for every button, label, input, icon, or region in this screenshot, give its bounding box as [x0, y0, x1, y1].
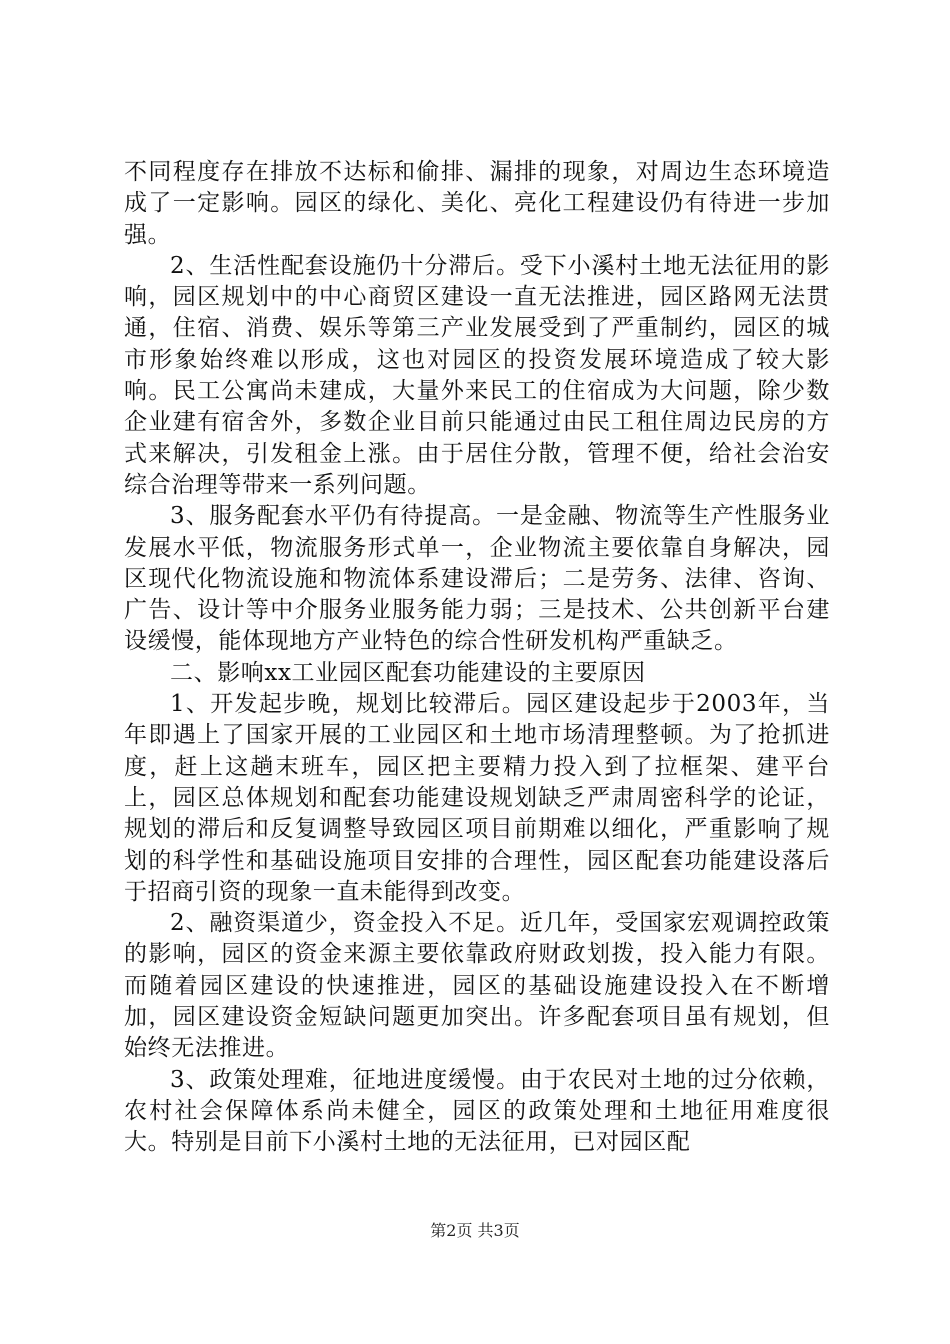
paragraph-6: 3、政策处理难，征地进度缓慢。由于农民对土地的过分依赖，农村社会保障体系尚未健全，园区的政策处理和土地征用难度很大。特别是目前下小溪村土地的无法征用，已对园区配	[124, 1066, 830, 1156]
paragraph-5: 2、融资渠道少，资金投入不足。近几年，受国家宏观调控政策的影响，园区的资金来源主要依靠政府财政划拨，投入能力有限。而随着园区建设的快速推进，园区的基础设施建设投入在不断增加，园区建设资金短缺问题更加突出。许多配套项目虽有规划，但始终无法推进。	[124, 910, 830, 1062]
section-heading: 二、影响xx工业园区配套功能建设的主要原因	[170, 659, 646, 686]
page-number: 第2页 共3页	[430, 1221, 520, 1240]
paragraph-1: 不同程度存在排放不达标和偷排、漏排的现象，对周边生态环境造成了一定影响。园区的绿化、美化、亮化工程建设仍有待进一步加强。	[124, 159, 830, 248]
document-body	[124, 157, 830, 1159]
paragraph-4: 1、开发起步晚，规划比较滞后。园区建设起步于2003年，当年即遇上了国家开展的工业园区和土地市场清理整顿。为了抢抓进度，赶上这趟末班车，园区把主要精力投入到了拉框架、建平台上，园区总体规划和配套功能建设规划缺乏严肃周密科学的论证，规划的滞后和反复调整导致园区项目前期难以细化，严重影响了规划的科学性和基础设施项目安排的合理性，园区配套功能建设落后于招商引资的现象一直未能得到改变。	[124, 691, 830, 905]
paragraph-3: 3、服务配套水平仍有待提高。一是金融、物流等生产性服务业发展水平低，物流服务形式单一，企业物流主要依靠自身解决，园区现代化物流设施和物流体系建设滞后；二是劳务、法律、咨询、广告、设计等中介服务业服务能力弱；三是技术、公共创新平台建设缓慢，能体现地方产业特色的综合性研发机构严重缺乏。	[124, 503, 830, 655]
paragraph-2: 2、生活性配套设施仍十分滞后。受下小溪村土地无法征用的影响，园区规划中的中心商贸区建设一直无法推进，园区路网无法贯通，住宿、消费、娱乐等第三产业发展受到了严重制约，园区的城市形象始终难以形成，这也对园区的投资发展环境造成了较大影响。民工公寓尚未建成，大量外来民工的住宿成为大问题，除少数企业建有宿舍外，多数企业目前只能通过由民工租住周边民房的方式来解决，引发租金上涨。由于居住分散，管理不便，给社会治安综合治理等带来一系列问题。	[124, 252, 830, 498]
